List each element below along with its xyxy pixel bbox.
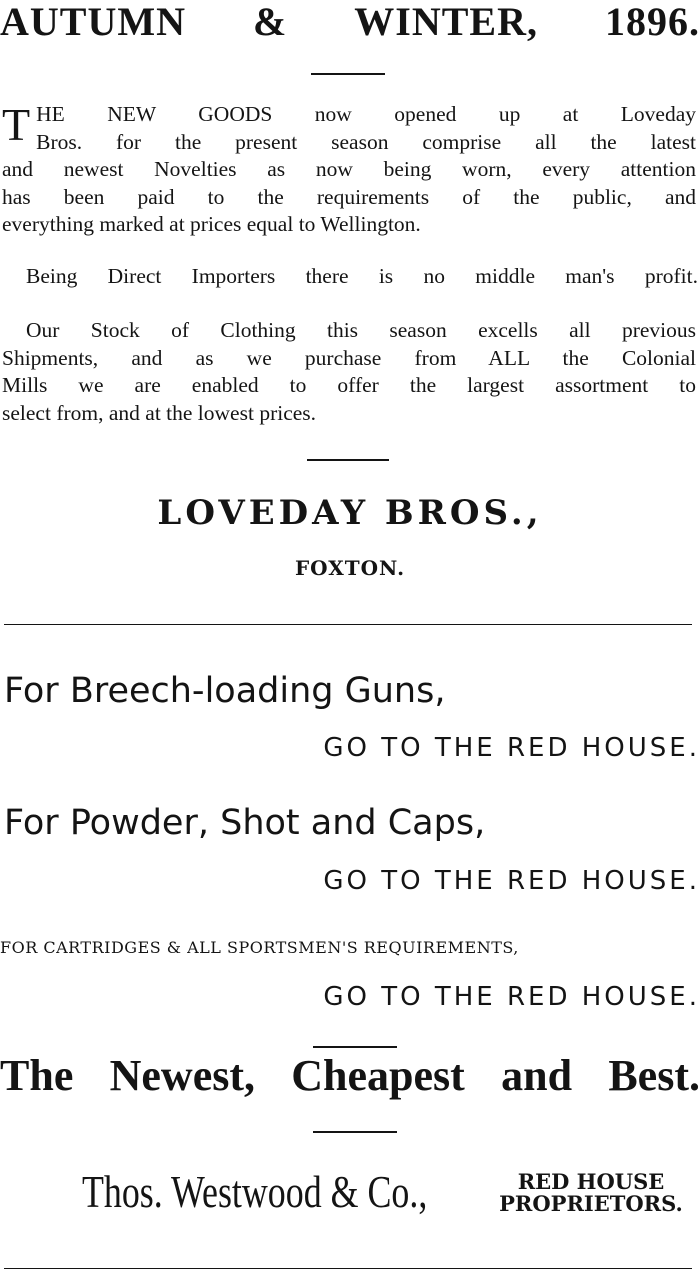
slogan-word: and <box>501 1051 573 1100</box>
divider <box>313 1131 397 1133</box>
cartridges-go-line: GO TO THE RED HOUSE. <box>323 982 700 1012</box>
stock-paragraph <box>2 317 696 427</box>
section-rule <box>4 624 692 625</box>
title-word: 1896. <box>604 0 700 44</box>
role-line: PROPRIETORS. <box>499 1191 683 1216</box>
cartridges-heading: FOR CARTRIDGES & ALL SPORTSMEN'S REQUIREMENTS, <box>0 938 519 957</box>
paragraph-line: Bros. for the present season comprise all the latest <box>36 129 696 154</box>
proprietor-name: Thos. Westwood & Co., <box>82 1166 428 1217</box>
paragraph-line: has been paid to the requirements of the public, and <box>2 184 696 209</box>
divider <box>313 1046 397 1048</box>
slogan-word: Cheapest <box>291 1051 465 1100</box>
firm-name: LOVEDAY BROS., <box>157 493 543 533</box>
importers-line: Being Direct Importers there is no middle man's profit. <box>26 264 698 288</box>
title-word: & <box>252 0 288 44</box>
title-word: WINTER, <box>354 0 538 44</box>
title-word: AUTUMN <box>0 0 186 44</box>
intro-paragraph <box>2 101 696 239</box>
paragraph-line: everything marked at prices equal to Wellington. <box>2 212 421 236</box>
paragraph-line: HE NEW GOODS now opened up at Loveday <box>36 102 696 126</box>
paragraph-line: and newest Novelties as now being worn, every attention <box>2 157 696 181</box>
bottom-rule <box>4 1268 692 1269</box>
paragraph-line: Our Stock of Clothing this season excells all previous <box>26 318 696 342</box>
divider <box>311 73 385 75</box>
divider <box>307 459 389 461</box>
guns-heading: For Breech-loading Guns, <box>4 671 446 711</box>
paragraph-line: Mills we are enabled to offer the largest assortment to <box>2 373 696 397</box>
powder-go-line: GO TO THE RED HOUSE. <box>323 866 700 896</box>
role-line: RED HOUSE <box>517 1169 665 1194</box>
proprietor-role <box>484 1171 698 1215</box>
slogan-word: Best. <box>608 1051 700 1100</box>
paragraph-line: Shipments, and as we purchase from ALL the Colonial <box>2 345 696 370</box>
powder-heading: For Powder, Shot and Caps, <box>4 803 486 843</box>
firm-town: FOXTON. <box>294 556 406 580</box>
guns-go-line: GO TO THE RED HOUSE. <box>323 733 700 763</box>
drop-cap: T <box>2 99 31 150</box>
advert-title <box>0 0 700 45</box>
slogan-word: The <box>0 1051 74 1100</box>
slogan-word: Newest, <box>109 1051 256 1100</box>
paragraph-line: select from, and at the lowest prices. <box>2 400 317 425</box>
slogan <box>0 1050 700 1101</box>
